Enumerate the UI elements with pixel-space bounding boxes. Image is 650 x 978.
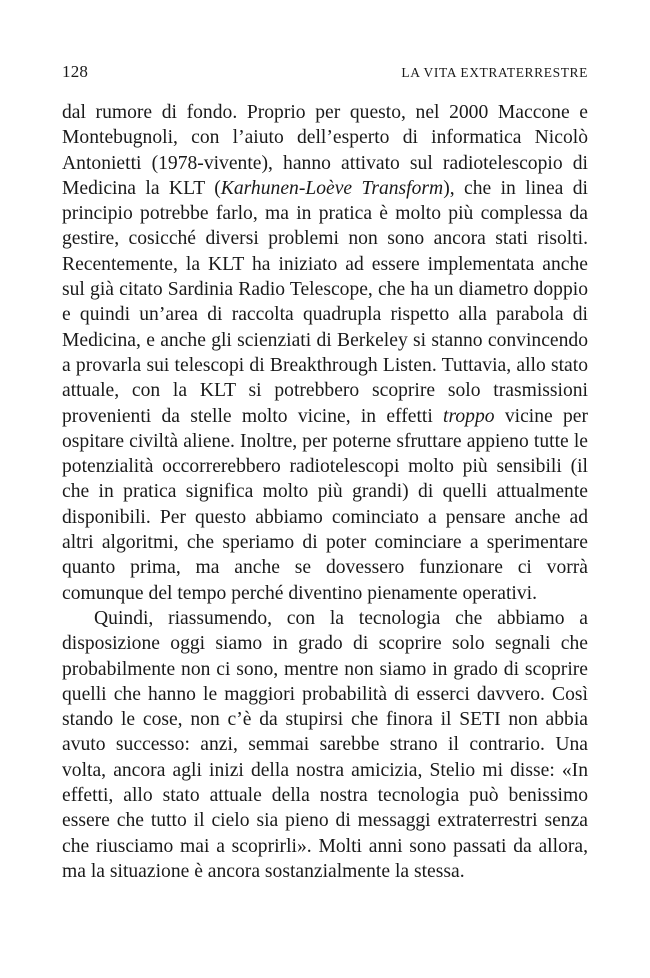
paragraph-1 <box>62 100 588 606</box>
italic-run: Karhunen-Loève Transform <box>220 177 444 199</box>
italic-run: troppo <box>443 405 495 427</box>
paragraph-2 <box>62 606 588 884</box>
text-run: Quindi, riassumendo, con la tecnologia che abbiamo a disposizione oggi siamo in grado di scoprire solo segnali che probabilmente non ci sono, mentre non siamo in grado di scoprire quelli che hanno le maggiori probabilità di esserci davvero. Così stando le cose, non c’è da stupirsi che finora il SETI non abbia avuto successo: anzi, semmai sarebbe strano il contrario. Una volta, ancora agli inizi della nostra amicizia, Stelio mi disse: «In effetti, allo stato attuale della nostra tecnologia può benissimo essere che tutto il cielo sia pieno di messaggi extraterrestri senza che riusciamo mai a scoprirli». Molti anni sono passati da allora, ma la situazione è ancora sostanzialmente la stessa. <box>62 607 588 882</box>
book-title: LA VITA EXTRATERRESTRE <box>401 65 588 80</box>
book-page <box>62 62 588 884</box>
body-text <box>62 100 588 884</box>
page-number: 128 <box>62 62 89 81</box>
text-run: ), che in linea di principio potrebbe farlo, ma in pratica è molto più complessa da gestire, cosicché diversi problemi non sono ancora stati risolti. Recentemente, la KLT ha iniziato ad essere implementata anche sul già citato Sardinia Radio Telescope, che ha un diametro doppio e quindi un’area di raccolta quadrupla rispetto alla parabola di Medicina, e anche gli scienziati di Berkeley si stanno convincendo a provarla sui telescopi di Breakthrough Listen. Tuttavia, allo stato attuale, con la KLT si potrebbero scoprire solo trasmissioni provenienti da stelle molto vicine, in effetti <box>62 177 588 427</box>
running-header <box>62 62 588 86</box>
text-run: dal rumore di fondo. Proprio per questo, nel 2000 Maccone e Montebugnoli, con l’aiuto dell’esperto di informatica Nicolò Antonietti (1978-vivente), hanno attivato sul radiotelescopio di Medicina la KLT ( <box>62 102 588 199</box>
text-run: vicine per ospitare civiltà aliene. Inoltre, per poterne sfruttare appieno tutte le potenzialità occorrerebbero radiotelescopi molto più sensibili (il che in pratica significa molto più grandi) di quelli attualmente disponibili. Per questo abbiamo cominciato a pensare anche ad altri algoritmi, che speriamo di poter cominciare a sperimentare quanto prima, ma anche se dovessero funzionare ci vorrà comunque del tempo perché diventino pienamente operativi. <box>62 405 588 604</box>
